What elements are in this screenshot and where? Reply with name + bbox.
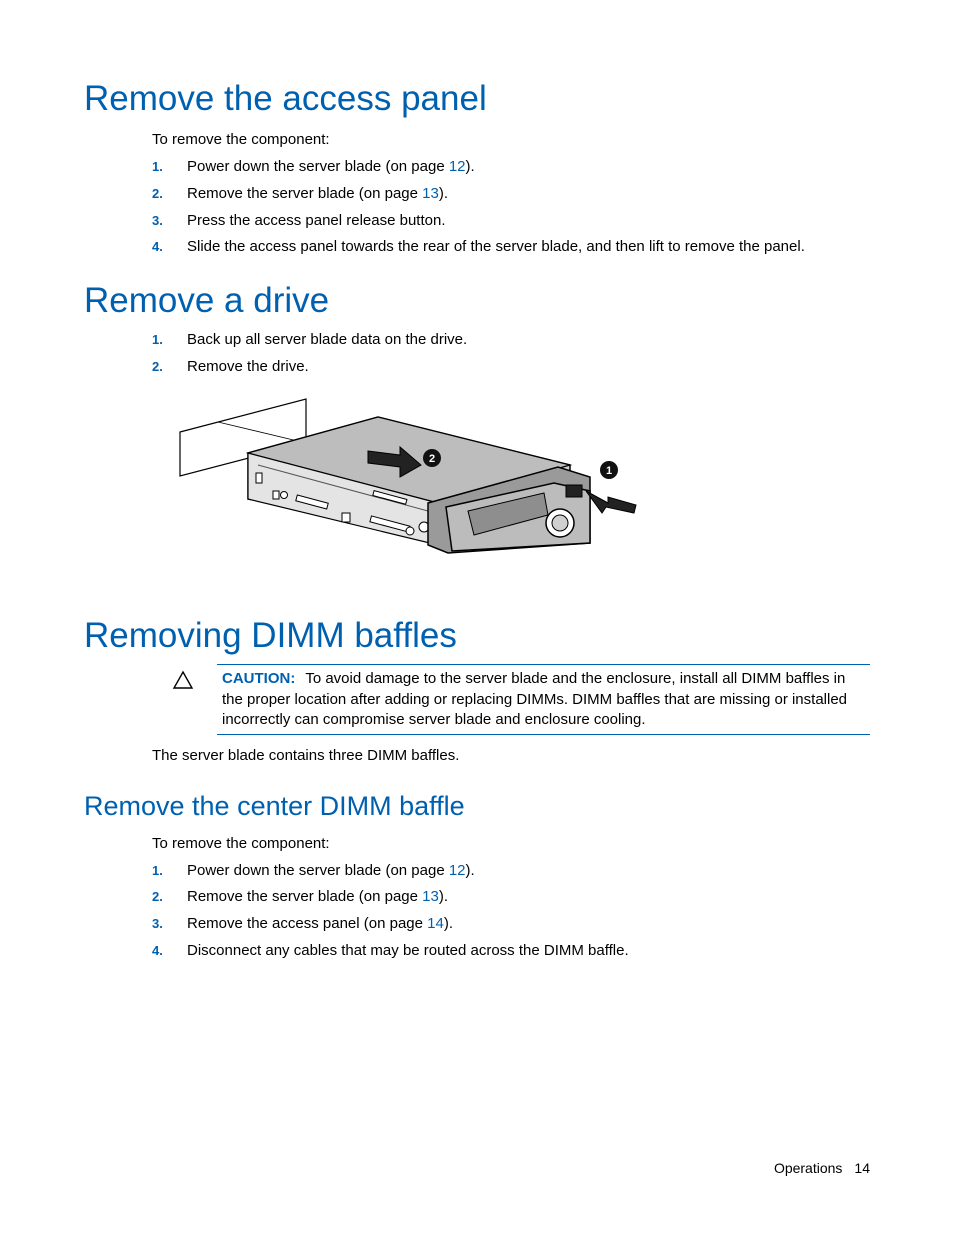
step-number: 1. [152, 863, 163, 878]
section-title-remove-access-panel: Remove the access panel [84, 79, 487, 118]
page-link[interactable]: 13 [422, 888, 439, 905]
page-footer [774, 1158, 870, 1178]
step-number: 4. [152, 239, 163, 254]
step-text: Remove the server blade (on page 13). [187, 185, 448, 202]
step-number: 2. [152, 889, 163, 904]
step-text: Power down the server blade (on page 12). [187, 158, 475, 175]
step-number: 2. [152, 359, 163, 374]
drive-removal-figure [178, 395, 638, 555]
section-title-remove-drive: Remove a drive [84, 281, 330, 320]
section-title-removing-dimm-baffles: Removing DIMM baffles [84, 616, 457, 655]
step-number: 3. [152, 916, 163, 931]
step-number: 4. [152, 943, 163, 958]
caution-label: CAUTION: [222, 670, 296, 687]
caution-text: To avoid damage to the server blade and the enclosure, install all DIMM baffles in the proper location after adding or replacing DIMMs. DIMM baffles that are missing or installed incorrectly can compromise server blade and enclosure cooling. [222, 670, 848, 728]
step-text: Power down the server blade (on page 12). [187, 862, 475, 879]
intro-text: To remove the component: [152, 835, 330, 852]
section-title-remove-center-dimm-baffle: Remove the center DIMM baffle [84, 791, 465, 821]
footer-section-name: Operations [773, 1160, 843, 1176]
page-link[interactable]: 12 [448, 158, 466, 175]
caution-box [217, 664, 870, 735]
step-text: Back up all server blade data on the drive. [187, 331, 468, 348]
step-text: Remove the drive. [187, 358, 309, 375]
step-number: 3. [152, 213, 163, 228]
page-link[interactable]: 14 [427, 915, 444, 932]
step-number: 1. [152, 332, 163, 347]
step-number: 1. [152, 159, 163, 174]
dimm-baffle-count-text: The server blade contains three DIMM baffles. [152, 747, 460, 764]
step-text: Slide the access panel towards the rear of the server blade, and then lift to remove the panel. [187, 238, 805, 255]
page-link[interactable]: 12 [448, 862, 466, 879]
step-number: 2. [152, 186, 163, 201]
page-link[interactable]: 13 [422, 185, 439, 202]
caution-warning-icon [172, 670, 194, 690]
step-text: Disconnect any cables that may be routed across the DIMM baffle. [187, 942, 629, 959]
callout-2: 2 [428, 453, 436, 465]
intro-text: To remove the component: [152, 131, 330, 148]
callout-1: 1 [605, 465, 613, 477]
step-text: Remove the access panel (on page 14). [187, 915, 454, 932]
caution-body [222, 669, 867, 731]
footer-page-number: 14 [854, 1160, 870, 1176]
step-text: Remove the server blade (on page 13). [187, 888, 448, 905]
step-text: Press the access panel release button. [187, 212, 446, 229]
